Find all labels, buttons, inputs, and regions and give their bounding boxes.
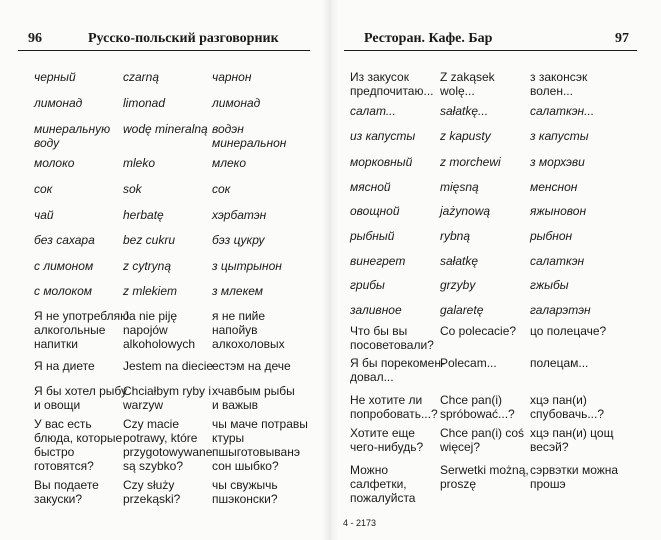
polish-phrase-line: są szybko? bbox=[123, 459, 184, 473]
polish-phrase-line: z cytryną bbox=[123, 259, 172, 273]
russian-phrase-line: Я бы хотел рыбу bbox=[34, 384, 127, 398]
polish-phrase-line: z morchewi bbox=[440, 155, 501, 169]
polish-phrase bbox=[123, 208, 164, 222]
polish-phrase bbox=[440, 229, 470, 243]
polish-phrase-line: Chce pan(i) bbox=[440, 393, 503, 407]
transcription bbox=[530, 278, 569, 292]
polish-phrase bbox=[440, 70, 495, 98]
transcription-line: минеральнон bbox=[212, 136, 287, 150]
russian-phrase bbox=[350, 426, 423, 454]
polish-phrase-line: czarną bbox=[123, 70, 160, 84]
polish-phrase-line: sok bbox=[123, 182, 142, 196]
left-page-header bbox=[18, 28, 310, 51]
russian-phrase-line: напитки bbox=[34, 337, 78, 351]
transcription bbox=[212, 208, 266, 222]
russian-phrase-line: рыбный bbox=[350, 229, 395, 243]
russian-phrase bbox=[350, 324, 434, 352]
transcription-line: весэй? bbox=[530, 440, 569, 454]
transcription-line: цо полецаче? bbox=[530, 324, 607, 338]
polish-phrase-line: warzyw bbox=[123, 398, 164, 412]
polish-phrase bbox=[440, 254, 478, 268]
transcription-line: салаткэн bbox=[530, 254, 585, 268]
russian-phrase-line: довал... bbox=[350, 370, 394, 384]
transcription-line: волен... bbox=[530, 84, 573, 98]
transcription-line: и важыв bbox=[212, 398, 258, 412]
polish-phrase bbox=[440, 324, 516, 338]
left-page-number: 96 bbox=[28, 31, 42, 46]
transcription bbox=[212, 417, 308, 473]
polish-phrase-line: Z zakąsek bbox=[440, 70, 495, 84]
russian-phrase bbox=[34, 96, 82, 110]
transcription-line: я не пийе bbox=[212, 309, 266, 323]
transcription-line: полецам... bbox=[530, 356, 589, 370]
russian-phrase bbox=[34, 156, 74, 170]
russian-phrase bbox=[350, 463, 415, 505]
polish-phrase bbox=[123, 384, 211, 412]
polish-phrase bbox=[123, 233, 175, 247]
right-page-number: 97 bbox=[615, 31, 629, 46]
transcription-line: ктуры bbox=[212, 431, 245, 445]
transcription bbox=[530, 104, 594, 118]
transcription bbox=[530, 254, 584, 268]
russian-phrase bbox=[34, 417, 122, 473]
russian-phrase-line: Хотите еще bbox=[350, 426, 415, 440]
transcription bbox=[212, 122, 286, 150]
russian-phrase bbox=[34, 384, 127, 412]
polish-phrase-line: Czy macie bbox=[123, 417, 180, 431]
polish-phrase bbox=[440, 278, 475, 292]
russian-phrase-line: из капусты bbox=[350, 129, 416, 143]
transcription bbox=[530, 155, 585, 169]
transcription-line: салаткэн... bbox=[530, 104, 595, 118]
transcription bbox=[530, 204, 586, 218]
russian-phrase-line: Я на диете bbox=[34, 359, 95, 373]
russian-phrase-line: Можно bbox=[350, 463, 388, 477]
right-running-head: Ресторан. Кафе. Бар bbox=[364, 31, 493, 46]
russian-phrase-line: пожалуйста bbox=[350, 491, 416, 505]
polish-phrase-line: rybną bbox=[440, 229, 471, 243]
transcription bbox=[530, 229, 572, 243]
right-page-header bbox=[344, 28, 637, 51]
transcription bbox=[530, 70, 587, 98]
russian-phrase-line: У вас есть bbox=[34, 417, 92, 431]
russian-phrase bbox=[350, 229, 394, 243]
russian-phrase-line: сок bbox=[34, 182, 53, 196]
transcription-line: з млекем bbox=[212, 284, 264, 298]
transcription-line: хчавбым рыбы bbox=[212, 384, 295, 398]
transcription-line: млеко bbox=[212, 156, 247, 170]
russian-phrase bbox=[34, 182, 52, 196]
transcription-line: менснон bbox=[530, 180, 578, 194]
russian-phrase bbox=[350, 254, 405, 268]
russian-phrase bbox=[350, 180, 391, 194]
polish-phrase bbox=[440, 356, 497, 370]
transcription-line: лимонад bbox=[212, 96, 261, 110]
russian-phrase bbox=[350, 129, 415, 143]
transcription bbox=[530, 393, 604, 421]
russian-phrase-line: винегрет bbox=[350, 254, 406, 268]
transcription bbox=[530, 303, 591, 317]
polish-phrase bbox=[440, 104, 488, 118]
transcription bbox=[212, 309, 285, 351]
polish-phrase bbox=[440, 180, 479, 194]
russian-phrase-line: с лимоном bbox=[34, 259, 94, 273]
polish-phrase-line: sałatkę bbox=[440, 254, 479, 268]
polish-phrase-line: alkoholowych bbox=[123, 337, 196, 351]
transcription bbox=[530, 463, 618, 491]
russian-phrase-line: Вы подаете bbox=[34, 478, 99, 492]
polish-phrase-line: galaretę bbox=[440, 303, 484, 317]
russian-phrase-line: Что бы вы bbox=[350, 324, 408, 338]
transcription-line: водэн bbox=[212, 122, 244, 136]
russian-phrase-line: грибы bbox=[350, 278, 385, 292]
russian-phrase-line: блюда, которые bbox=[34, 431, 123, 445]
transcription-line: прошэ bbox=[530, 477, 566, 491]
polish-phrase bbox=[123, 359, 213, 373]
russian-phrase bbox=[34, 359, 95, 373]
russian-phrase bbox=[34, 122, 110, 150]
transcription-line: алкохоловых bbox=[212, 337, 285, 351]
russian-phrase bbox=[350, 70, 433, 98]
russian-phrase-line: минеральную bbox=[34, 122, 111, 136]
transcription bbox=[212, 259, 282, 273]
polish-phrase bbox=[123, 478, 180, 506]
right-page bbox=[330, 0, 661, 540]
transcription-line: хцэ пан(и) цощ bbox=[530, 426, 614, 440]
polish-phrase-line: z kapusty bbox=[440, 129, 491, 143]
polish-phrase-line: Czy służy bbox=[123, 478, 175, 492]
transcription-line: галарэтэн bbox=[530, 303, 591, 317]
russian-phrase-line: Из закусок bbox=[350, 70, 409, 84]
polish-phrase bbox=[440, 303, 483, 317]
russian-phrase-line: закуски? bbox=[34, 492, 83, 506]
transcription bbox=[530, 129, 589, 143]
russian-phrase-line: с молоком bbox=[34, 284, 92, 298]
russian-phrase-line: посоветовали? bbox=[350, 338, 434, 352]
polish-phrase-line: wolę... bbox=[440, 84, 475, 98]
polish-phrase-line: spróbować...? bbox=[440, 407, 515, 421]
polish-phrase bbox=[123, 284, 177, 298]
transcription-line: з морхэви bbox=[530, 155, 585, 169]
transcription bbox=[212, 96, 260, 110]
polish-phrase bbox=[123, 182, 142, 196]
russian-phrase-line: Не хотите ли bbox=[350, 393, 423, 407]
russian-phrase-line: заливное bbox=[350, 303, 402, 317]
russian-phrase-line: морковный bbox=[350, 155, 413, 169]
transcription-line: хэрбатэн bbox=[212, 208, 267, 222]
russian-phrase-line: лимонад bbox=[34, 96, 83, 110]
russian-phrase-line: мясной bbox=[350, 180, 391, 194]
transcription-line: сок bbox=[212, 182, 231, 196]
russian-phrase-line: предпочитаю... bbox=[350, 84, 434, 98]
signature-mark: 4 - 2173 bbox=[343, 518, 377, 528]
russian-phrase-line: алкогольные bbox=[34, 323, 106, 337]
russian-phrase-line: салат... bbox=[350, 104, 396, 118]
transcription-line: пшыготовыванэ bbox=[212, 445, 300, 459]
left-running-head: Русско-польский разговорник bbox=[88, 31, 279, 46]
polish-phrase-line: jażynową bbox=[440, 204, 491, 218]
transcription bbox=[530, 180, 577, 194]
transcription bbox=[212, 156, 246, 170]
transcription-line: чы свужычь bbox=[212, 478, 278, 492]
russian-phrase bbox=[34, 208, 54, 222]
polish-phrase-line: wodę mineralną bbox=[123, 122, 208, 136]
transcription-line: хцэ пан(и) bbox=[530, 393, 587, 407]
polish-phrase bbox=[123, 96, 165, 110]
polish-phrase-line: sałatkę... bbox=[440, 104, 489, 118]
transcription-line: рыбнон bbox=[530, 229, 573, 243]
russian-phrase-line: попробовать...? bbox=[350, 407, 438, 421]
polish-phrase bbox=[440, 129, 491, 143]
transcription-line: бэз цукру bbox=[212, 233, 265, 247]
polish-phrase bbox=[123, 122, 208, 136]
polish-phrase bbox=[123, 259, 171, 273]
polish-phrase-line: mięsną bbox=[440, 180, 479, 194]
russian-phrase bbox=[34, 70, 76, 84]
polish-phrase-line: limonad bbox=[123, 96, 166, 110]
russian-phrase-line: быстро bbox=[34, 445, 75, 459]
russian-phrase-line: овощной bbox=[350, 204, 400, 218]
russian-phrase-line: салфетки, bbox=[350, 477, 407, 491]
transcription bbox=[212, 284, 263, 298]
polish-phrase-line: Chce pan(i) coś bbox=[440, 426, 525, 440]
polish-phrase-line: Co polecacie? bbox=[440, 324, 517, 338]
polish-phrase-line: Chciałbym ryby i bbox=[123, 384, 212, 398]
polish-phrase bbox=[440, 155, 501, 169]
polish-phrase-line: mleko bbox=[123, 156, 156, 170]
russian-phrase-line: черный bbox=[34, 70, 76, 84]
transcription bbox=[530, 356, 588, 370]
russian-phrase bbox=[34, 259, 93, 273]
polish-phrase bbox=[440, 204, 490, 218]
russian-phrase bbox=[34, 478, 99, 506]
polish-phrase-line: bez cukru bbox=[123, 233, 176, 247]
transcription bbox=[212, 233, 265, 247]
polish-phrase-line: przekąski? bbox=[123, 492, 181, 506]
russian-phrase-line: и овощи bbox=[34, 398, 81, 412]
polish-phrase bbox=[123, 309, 195, 351]
russian-phrase bbox=[350, 303, 402, 317]
left-page bbox=[0, 0, 330, 540]
polish-phrase-line: grzyby bbox=[440, 278, 476, 292]
polish-phrase-line: Jestem na diecie bbox=[123, 359, 214, 373]
polish-phrase-line: proszę bbox=[440, 477, 477, 491]
russian-phrase-line: чего-нибудь? bbox=[350, 440, 424, 454]
polish-phrase-line: potrawy, które bbox=[123, 431, 198, 445]
transcription-line: пшэконски? bbox=[212, 492, 278, 506]
transcription-line: чы маче потравы bbox=[212, 417, 308, 431]
russian-phrase-line: Я бы порекомен- bbox=[350, 356, 445, 370]
russian-phrase bbox=[34, 233, 95, 247]
russian-phrase bbox=[34, 309, 129, 351]
polish-phrase bbox=[440, 393, 515, 421]
transcription-line: гжыбы bbox=[530, 278, 569, 292]
transcription-line: яжыновон bbox=[530, 204, 587, 218]
russian-phrase-line: без сахара bbox=[34, 233, 95, 247]
transcription bbox=[212, 70, 251, 84]
polish-phrase bbox=[123, 70, 159, 84]
transcription bbox=[530, 426, 613, 454]
transcription bbox=[530, 324, 606, 338]
transcription-line: чарнон bbox=[212, 70, 252, 84]
transcription-line: з законсэк bbox=[530, 70, 588, 84]
transcription-line: естэм на дече bbox=[212, 359, 291, 373]
russian-phrase-line: воду bbox=[34, 136, 60, 150]
transcription bbox=[212, 182, 230, 196]
polish-phrase bbox=[123, 156, 155, 170]
russian-phrase-line: готовятся? bbox=[34, 459, 94, 473]
transcription-line: напойув bbox=[212, 323, 258, 337]
polish-phrase-line: Polecam... bbox=[440, 356, 497, 370]
polish-phrase bbox=[123, 417, 212, 473]
polish-phrase bbox=[440, 426, 524, 454]
russian-phrase-line: Я не употребляю bbox=[34, 309, 130, 323]
russian-phrase bbox=[350, 356, 445, 384]
polish-phrase-line: herbatę bbox=[123, 208, 164, 222]
russian-phrase bbox=[350, 104, 396, 118]
polish-phrase-line: napojów bbox=[123, 323, 168, 337]
polish-phrase bbox=[440, 463, 529, 491]
transcription bbox=[212, 384, 295, 412]
transcription-line: спубовачь...? bbox=[530, 407, 605, 421]
russian-phrase bbox=[34, 284, 92, 298]
russian-phrase-line: молоко bbox=[34, 156, 75, 170]
polish-phrase-line: przygotowywane bbox=[123, 445, 213, 459]
russian-phrase-line: чай bbox=[34, 208, 54, 222]
transcription bbox=[212, 478, 278, 506]
transcription-line: сон шыбко? bbox=[212, 459, 279, 473]
russian-phrase bbox=[350, 155, 412, 169]
transcription-line: з капусты bbox=[530, 129, 589, 143]
polish-phrase-line: Serwetki możną, bbox=[440, 463, 529, 477]
russian-phrase bbox=[350, 393, 438, 421]
transcription bbox=[212, 359, 291, 373]
polish-phrase-line: więcej? bbox=[440, 440, 481, 454]
polish-phrase-line: Ja nie piję bbox=[123, 309, 178, 323]
transcription-line: з цытрынон bbox=[212, 259, 282, 273]
russian-phrase bbox=[350, 278, 385, 292]
russian-phrase bbox=[350, 204, 400, 218]
transcription-line: сэрвэтки можна bbox=[530, 463, 619, 477]
polish-phrase-line: z mlekiem bbox=[123, 284, 178, 298]
